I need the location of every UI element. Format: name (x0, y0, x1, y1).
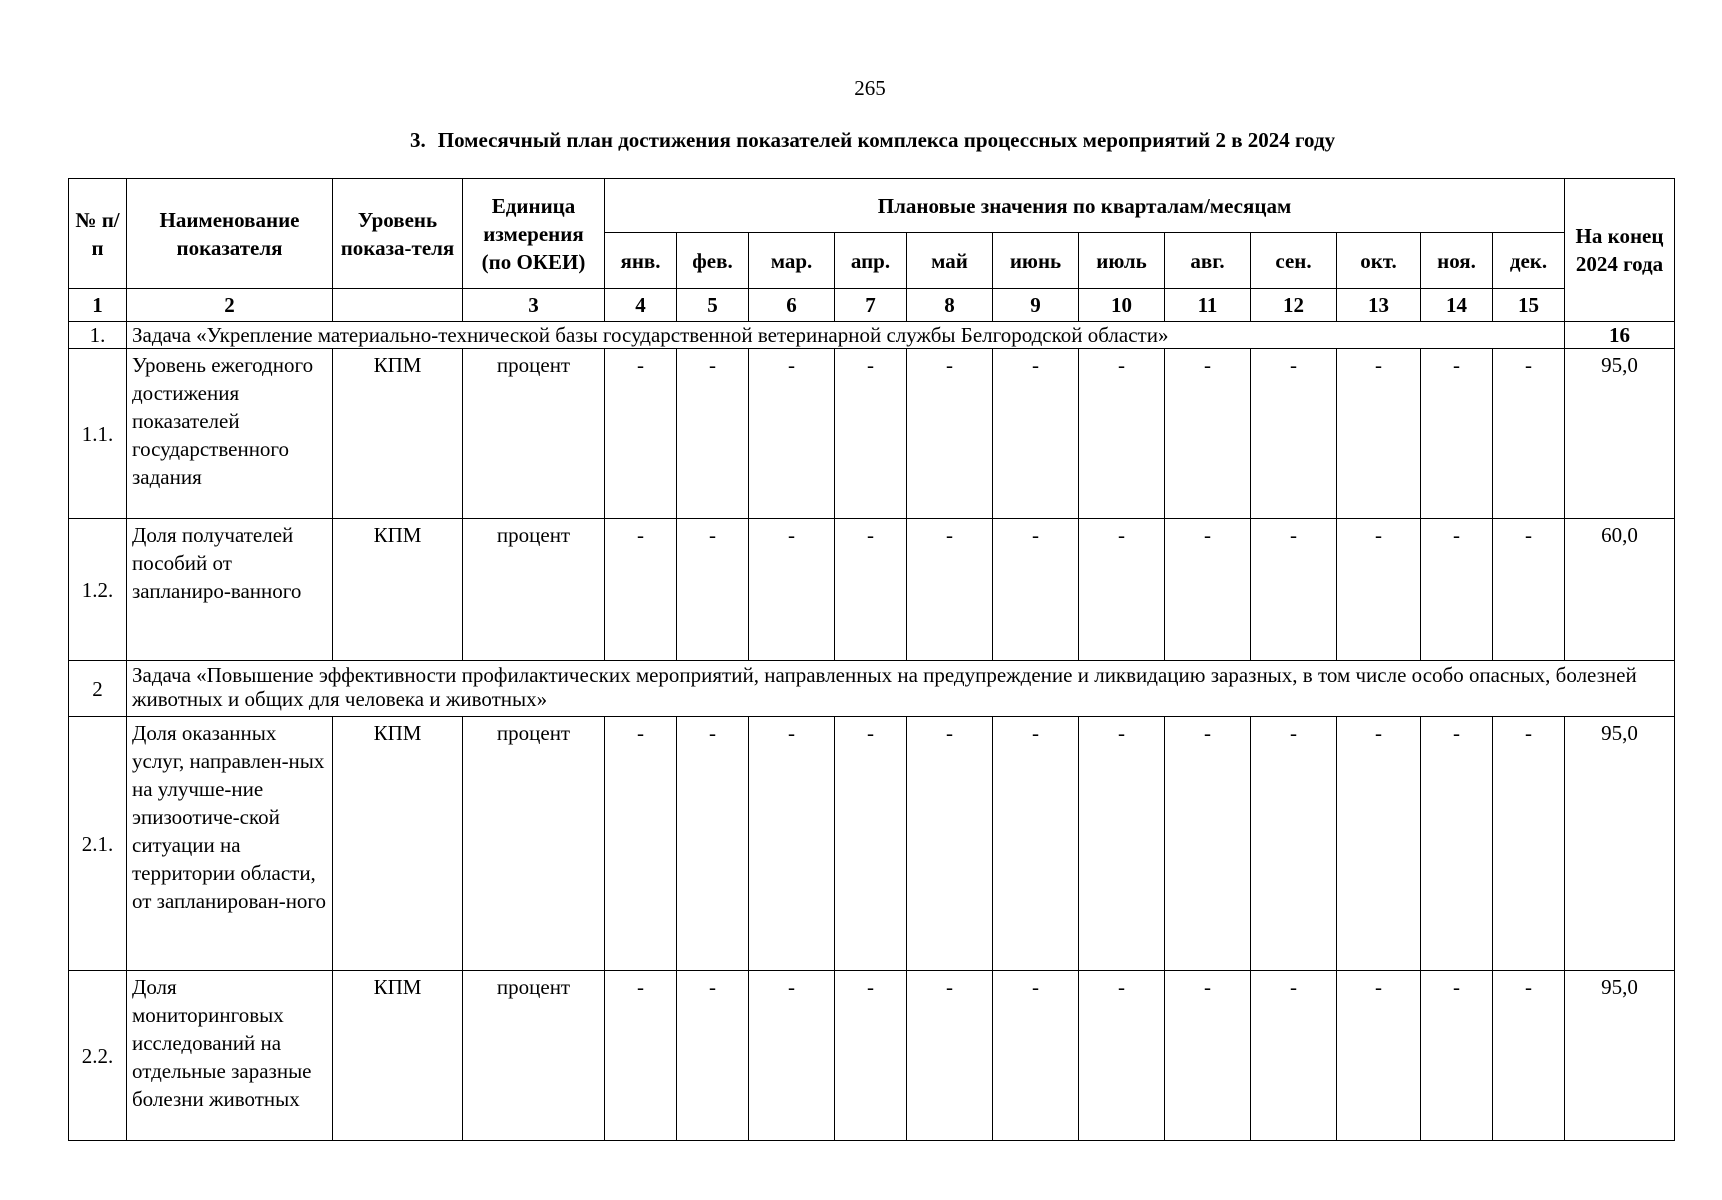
column-number: 12 (1251, 289, 1337, 322)
column-number: 7 (835, 289, 907, 322)
month-value: - (1165, 717, 1251, 971)
month-value: - (749, 971, 835, 1141)
month-header: мар. (749, 233, 835, 289)
column-number: 14 (1421, 289, 1493, 322)
column-number: 15 (1493, 289, 1565, 322)
month-value: - (605, 717, 677, 971)
row-number: 1.1. (69, 349, 127, 519)
month-value: - (1493, 717, 1565, 971)
month-value: - (835, 971, 907, 1141)
table-row (69, 519, 1675, 661)
month-value: - (1421, 971, 1493, 1141)
month-value: - (749, 349, 835, 519)
month-value: - (1421, 519, 1493, 661)
header-level: Уровень показа-теля (333, 179, 463, 289)
month-header: июль (1079, 233, 1165, 289)
month-value: - (605, 971, 677, 1141)
header-num: № п/п (69, 179, 127, 289)
indicator-unit: процент (463, 519, 605, 661)
indicator-unit: процент (463, 717, 605, 971)
year-end-value: 95,0 (1565, 717, 1675, 971)
month-value: - (907, 717, 993, 971)
month-value: - (677, 971, 749, 1141)
column-number: 13 (1337, 289, 1421, 322)
month-value: - (1079, 519, 1165, 661)
header-total: На конец 2024 года (1565, 179, 1675, 322)
month-value: - (993, 971, 1079, 1141)
month-header: янв. (605, 233, 677, 289)
indicator-name: Доля получателей пособий от запланиро-ванного (127, 519, 333, 661)
month-value: - (1251, 519, 1337, 661)
column-number: 9 (993, 289, 1079, 322)
task-text: Задача «Укрепление материально-технической базы государственной ветеринарной службы Белгородской области» (127, 322, 1565, 349)
header-name: Наименование показателя (127, 179, 333, 289)
column-number: 6 (749, 289, 835, 322)
month-header: фев. (677, 233, 749, 289)
month-value: - (1251, 349, 1337, 519)
year-end-value: 95,0 (1565, 349, 1675, 519)
month-header: сен. (1251, 233, 1337, 289)
indicator-name: Уровень ежегодного достижения показателей государственного задания (127, 349, 333, 519)
month-value: - (835, 717, 907, 971)
month-value: - (1337, 717, 1421, 971)
row-number: 2.1. (69, 717, 127, 971)
indicator-name: Доля мониторинговых исследований на отдельные заразные болезни животных (127, 971, 333, 1141)
title-number: 3. (410, 128, 426, 152)
month-value: - (749, 519, 835, 661)
year-end-value: 60,0 (1565, 519, 1675, 661)
month-value: - (677, 349, 749, 519)
title-text: Помесячный план достижения показателей комплекса процессных мероприятий 2 в 2024 году (437, 128, 1336, 152)
month-header: июнь (993, 233, 1079, 289)
column-number: 1 (69, 289, 127, 322)
month-value: - (1493, 349, 1565, 519)
month-value: - (605, 349, 677, 519)
task-row (69, 322, 1675, 349)
page-number: 265 (854, 76, 886, 100)
task-number: 1. (69, 322, 127, 349)
month-value: - (1251, 971, 1337, 1141)
month-value: - (835, 349, 907, 519)
task-number: 2 (69, 661, 127, 717)
month-value: - (993, 519, 1079, 661)
month-value: - (1079, 717, 1165, 971)
year-end-value: 95,0 (1565, 971, 1675, 1141)
month-value: - (1337, 349, 1421, 519)
month-value: - (993, 349, 1079, 519)
plan-table (68, 178, 1675, 1141)
column-number: 4 (605, 289, 677, 322)
month-value: - (1337, 519, 1421, 661)
month-header: апр. (835, 233, 907, 289)
table-row (69, 349, 1675, 519)
month-header: дек. (1493, 233, 1565, 289)
month-value: - (677, 717, 749, 971)
month-value: - (1421, 717, 1493, 971)
header-unit: Единица измерения (по ОКЕИ) (463, 179, 605, 289)
month-value: - (1079, 971, 1165, 1141)
month-header: авг. (1165, 233, 1251, 289)
month-value: - (1251, 717, 1337, 971)
month-value: - (1165, 519, 1251, 661)
column-numbers-row (69, 289, 1675, 322)
month-value: - (835, 519, 907, 661)
column-number: 10 (1079, 289, 1165, 322)
column-number: 5 (677, 289, 749, 322)
column-number: 2 (127, 289, 333, 322)
header-row (69, 179, 1675, 233)
month-value: - (1493, 519, 1565, 661)
indicator-name: Доля оказанных услуг, направлен-ных на улучше-ние эпизоотиче-ской ситуации на территории области, от запланирован-ного (127, 717, 333, 971)
row-number: 1.2. (69, 519, 127, 661)
indicator-level: КПМ (333, 519, 463, 661)
month-value: - (1493, 971, 1565, 1141)
column-number: 11 (1165, 289, 1251, 322)
month-value: - (1421, 349, 1493, 519)
row-number: 2.2. (69, 971, 127, 1141)
column-number: 8 (907, 289, 993, 322)
month-value: - (907, 519, 993, 661)
month-value: - (1337, 971, 1421, 1141)
month-header: май (907, 233, 993, 289)
month-value: - (1165, 349, 1251, 519)
month-value: - (907, 349, 993, 519)
task-text: Задача «Повышение эффективности профилактических мероприятий, направленных на предупреждение и ликвидацию заразных, в том числе особо опасных, болезней животных и общих для человека и животных» (127, 661, 1675, 717)
indicator-level: КПМ (333, 717, 463, 971)
column-number: 16 (1565, 322, 1675, 349)
table-row (69, 971, 1675, 1141)
header-plan: Плановые значения по кварталам/месяцам (605, 179, 1565, 233)
month-value: - (749, 717, 835, 971)
indicator-level: КПМ (333, 971, 463, 1141)
table-row (69, 717, 1675, 971)
month-header: ноя. (1421, 233, 1493, 289)
column-number (333, 289, 463, 322)
month-value: - (907, 971, 993, 1141)
month-value: - (993, 717, 1079, 971)
task-row (69, 661, 1675, 717)
month-value: - (605, 519, 677, 661)
indicator-unit: процент (463, 349, 605, 519)
month-header: окт. (1337, 233, 1421, 289)
month-value: - (1079, 349, 1165, 519)
column-number: 3 (463, 289, 605, 322)
month-value: - (1165, 971, 1251, 1141)
month-value: - (677, 519, 749, 661)
document-title (410, 128, 1335, 153)
indicator-unit: процент (463, 971, 605, 1141)
indicator-level: КПМ (333, 349, 463, 519)
